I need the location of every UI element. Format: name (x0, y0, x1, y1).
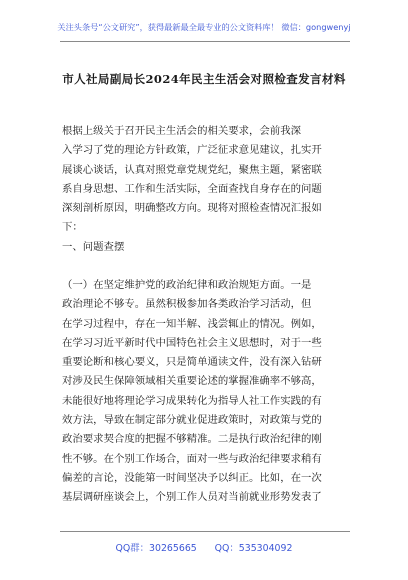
text-line: 偏差的言论，没能第一时间坚决予以纠正。比如，在一次 (62, 471, 322, 484)
text-line: 效方法，导致在制定部分就业促进政策时，对政策与党的 (62, 414, 322, 427)
text-line: 深刻剖析原因，明确整改方向。现将对照检查情况汇报如 (62, 202, 322, 215)
section-heading: 一、问题查摆 (62, 240, 125, 253)
text-line: 根据上级关于召开民主生活会的相关要求，会前我深 (62, 125, 301, 137)
section-paragraph (62, 276, 352, 508)
text-line: 在学习过程中，存在一知半解、浅尝辄止的情况。例如， (62, 317, 322, 330)
text-line: 重要论断和核心要义，只是简单通读文件，没有深入钻研 (62, 356, 322, 369)
text-line: 政治要求契合度的把握不够精准。二是执行政治纪律的刚 (62, 433, 322, 446)
text-line: 系自身思想、工作和生活实际，全面查找自身存在的问题 (62, 182, 322, 195)
text-line: （一）在坚定维护党的政治纪律和政治规矩方面。一是 (62, 279, 312, 291)
text-line: 性不够。在个别工作场合，面对一些与政治纪律要求稍有 (62, 452, 322, 465)
text-line: 在学习习近平新时代中国特色社会主义思想时，对于一些 (62, 336, 322, 349)
text-line: 下： (62, 221, 83, 234)
header-divider (60, 41, 350, 42)
text-line: 政治理论不够专。虽然积极参加各类政治学习活动，但 (62, 298, 312, 311)
document-title: 市人社局副局长2024年民主生活会对照检查发言材料 (62, 72, 346, 86)
footer-divider (60, 531, 350, 532)
text-line: 展谈心谈话，认真对照党章党规党纪，聚焦主题，紧密联 (62, 163, 322, 176)
promo-banner: 关注头条号“公文研究”，获得最新最全最专业的公文资料库！ 微信：gongwenyj (57, 22, 351, 32)
text-line: 基层调研座谈会上，个别工作人员对当前就业形势发表了 (62, 491, 322, 504)
text-line: 未能很好地将理论学习成果转化为指导人社工作实践的有 (62, 394, 322, 407)
intro-paragraph (62, 122, 352, 257)
footer-contact: QQ群：30265665 QQ：535304092 (115, 543, 293, 554)
text-line: 对涉及民生保障领域相关重要论述的掌握准确率不够高， (62, 375, 322, 388)
text-line: 入学习了党的理论方针政策，广泛征求意见建议，扎实开 (62, 144, 322, 157)
